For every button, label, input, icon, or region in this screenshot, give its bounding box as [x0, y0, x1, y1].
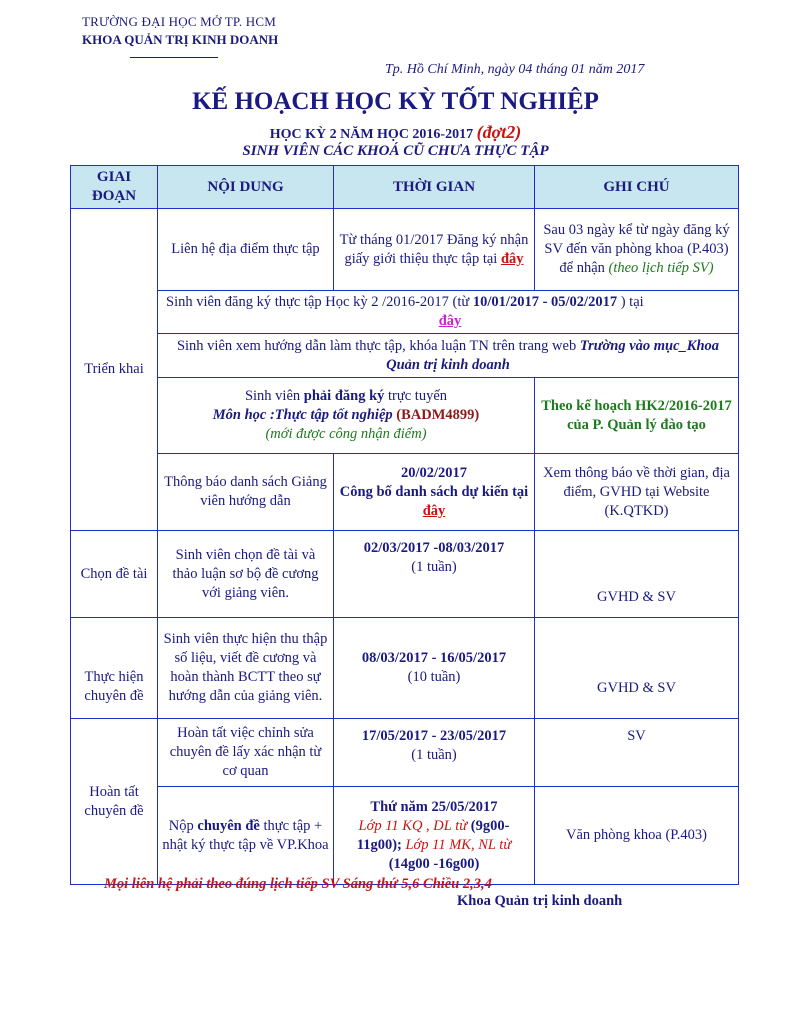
content-a: Nộp — [168, 817, 198, 834]
time-cell — [334, 719, 535, 787]
note-cell: Văn phòng khoa (P.403) — [535, 787, 739, 885]
table-row — [71, 719, 739, 787]
table-row — [71, 787, 739, 885]
faculty-name: KHOA QUẢN TRỊ KINH DOANH — [82, 32, 279, 47]
table-row — [71, 378, 739, 454]
header-divider — [130, 57, 218, 58]
content-cell: Thông báo danh sách Giảng viên hướng dẫn — [158, 454, 334, 531]
time-cell — [334, 787, 535, 885]
time-cell — [334, 209, 535, 291]
table-row — [71, 454, 739, 531]
content-cell: Sinh viên chọn đề tài và thảo luận sơ bộ đề cương với giảng viên. — [158, 531, 334, 618]
audience-subtitle: SINH VIÊN CÁC KHOÁ CŨ CHƯA THỰC TẬP — [242, 143, 549, 159]
supervisor-list-link[interactable]: đây — [422, 502, 446, 519]
duration: (1 tuần) — [411, 747, 457, 763]
time-cell — [334, 531, 535, 618]
line1-c: trực tuyến — [384, 388, 448, 404]
round-label: (đợt2) — [476, 122, 522, 142]
time-cell — [334, 454, 535, 531]
course-code: (BADM4899) — [396, 407, 480, 423]
class-group-a: Lớp 11 KQ , DL từ — [358, 817, 471, 834]
line1-a: Sinh viên — [244, 388, 304, 404]
table-row — [71, 531, 739, 618]
time-cell — [334, 618, 535, 719]
note-cell: GVHD & SV — [535, 531, 739, 618]
content-c: thực tập + nhật ký thực tập về VP.Khoa — [162, 817, 329, 853]
text-b: ) tại — [617, 294, 644, 310]
header-time: THỜI GIAN — [334, 166, 535, 209]
stage-cell: Hoàn tất chuyên đề — [71, 719, 158, 885]
time-text: Công bố danh sách dự kiến tại — [339, 483, 529, 500]
course-label: Môn học :Thực tập tốt nghiệp — [212, 407, 397, 423]
submit-date: Thứ năm 25/05/2017 — [370, 798, 498, 815]
header-stage: GIAI ĐOẠN — [71, 166, 158, 209]
note-italic: (theo lịch tiếp SV) — [608, 260, 714, 276]
stage-cell: Triển khai — [71, 209, 158, 531]
content-b: chuyên đề — [197, 817, 260, 834]
class-group-b: Lớp 11 MK, NL từ — [401, 836, 512, 853]
date-line: Tp. Hồ Chí Minh, ngày 04 tháng 01 năm 2017 — [385, 62, 645, 77]
register-link[interactable]: đây — [500, 250, 524, 267]
table-row — [71, 209, 739, 291]
note-cell: GVHD & SV — [535, 618, 739, 719]
line1-b: phải đăng ký — [303, 388, 385, 404]
note-cell: Theo kế hoạch HK2/2016-2017 của P. Quản lý đào tạo — [535, 378, 739, 454]
course-note: (mới được công nhận điểm) — [265, 426, 427, 442]
stage-cell: Chọn đề tài — [71, 531, 158, 618]
duration: (10 tuần) — [407, 669, 461, 685]
merged-cell — [158, 378, 535, 454]
text-a: Sinh viên xem hướng dẫn làm thực tập, khóa luận TN trên trang web — [176, 337, 580, 354]
plan-table — [70, 165, 739, 885]
merged-cell — [158, 334, 739, 378]
semester-subtitle — [0, 122, 791, 143]
time-range: 17/05/2017 - 23/05/2017 — [361, 728, 507, 744]
header-note: GHI CHÚ — [535, 166, 739, 209]
page-title: KẾ HOẠCH HỌC KỲ TỐT NGHIỆP — [192, 88, 599, 115]
stage-cell: Thực hiện chuyên đề — [71, 618, 158, 719]
note-text: Sau 03 ngày kể từ ngày đăng ký SV đến văn phòng khoa (P.403) để nhận — [543, 222, 730, 276]
semester-label: HỌC KỲ 2 NĂM HỌC 2016-2017 — [269, 127, 477, 142]
table-row — [71, 334, 739, 378]
table-header-row — [71, 166, 739, 209]
table-row — [71, 618, 739, 719]
time-date: 20/02/2017 — [400, 464, 468, 481]
note-cell — [535, 209, 739, 291]
signature: Khoa Quản trị kinh doanh — [457, 893, 623, 909]
note-cell: SV — [535, 719, 739, 787]
contact-note: Mọi liên hệ phải theo đúng lịch tiếp SV Sáng thứ 5,6 Chiều 2,3,4 — [104, 876, 492, 892]
content-cell: Sinh viên thực hiện thu thập số liệu, viết đề cương và hoàn thành BCTT theo sự hướng dẫn của giảng viên. — [158, 618, 334, 719]
time-text: Từ tháng 01/2017 Đăng ký nhận giấy giới thiệu thực tập tại — [339, 231, 529, 267]
register-internship-link[interactable]: đây — [438, 313, 462, 329]
content-cell: Hoàn tất việc chỉnh sửa chuyên đề lấy xác nhận từ cơ quan — [158, 719, 334, 787]
time-window-b: (14g00 -16g00) — [388, 855, 480, 872]
content-cell: Liên hệ địa điểm thực tập — [158, 209, 334, 291]
content-cell — [158, 787, 334, 885]
time-range: 02/03/2017 -08/03/2017 — [363, 540, 505, 556]
time-window-a: (9g00-11g00); — [356, 817, 510, 853]
time-range: 08/03/2017 - 16/05/2017 — [361, 650, 507, 666]
merged-cell — [158, 291, 739, 334]
date-range: 10/01/2017 - 05/02/2017 — [472, 294, 618, 310]
website-path: Trường vào mục_Khoa Quản trị kinh doanh — [386, 337, 720, 373]
text-a: Sinh viên đăng ký thực tập Học kỳ 2 /2016-2017 (từ — [166, 294, 473, 310]
note-cell: Xem thông báo về thời gian, địa điểm, GVHD tại Website (K.QTKD) — [535, 454, 739, 531]
school-name: TRƯỜNG ĐẠI HỌC MỞ TP. HCM — [82, 14, 276, 29]
duration: (1 tuần) — [411, 559, 457, 575]
header-content: NỘI DUNG — [158, 166, 334, 209]
table-row — [71, 291, 739, 334]
